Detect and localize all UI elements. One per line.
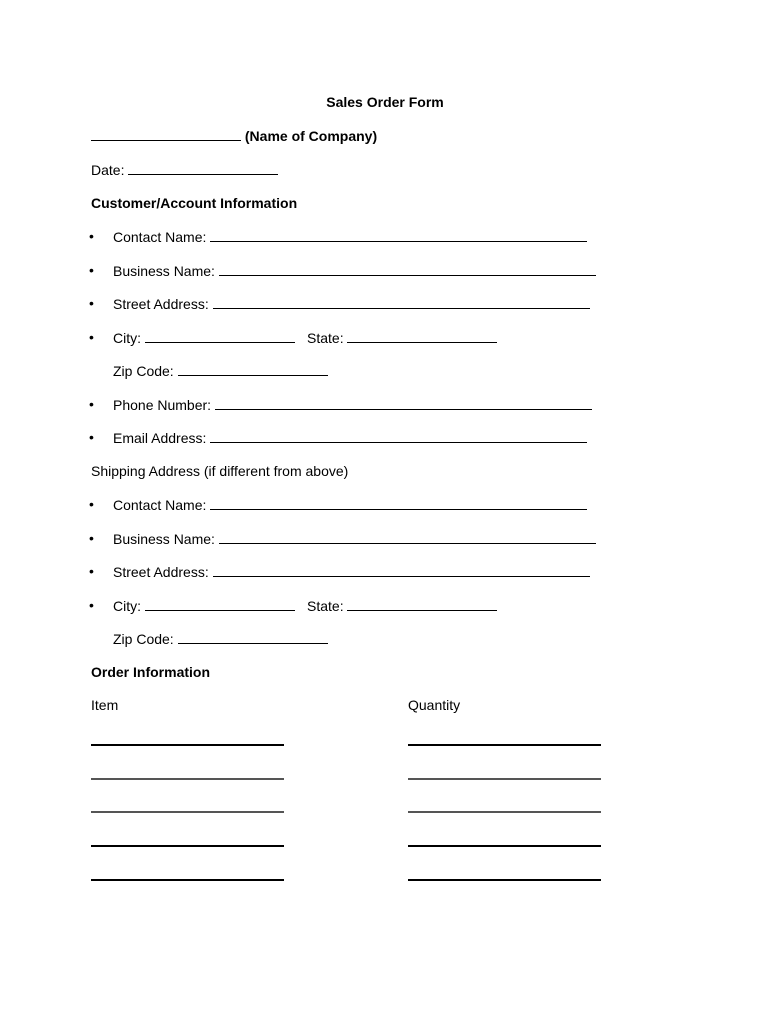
company-label: (Name of Company) [244,128,378,144]
shipping-business-row [113,530,596,547]
customer-phone-row [113,396,592,413]
bullet: • [89,563,94,579]
customer-heading: Customer/Account Information [91,195,298,211]
shipping-business-blank[interactable] [219,530,596,544]
quantity-blank-line[interactable] [408,811,601,813]
quantity-blank-line[interactable] [408,778,601,780]
customer-street-blank[interactable] [213,295,590,309]
customer-state-row [307,329,497,346]
order-heading: Order Information [91,664,211,680]
customer-email-blank[interactable] [210,429,587,443]
shipping-zip-row [113,630,328,647]
bullet: • [89,530,94,546]
shipping-state-row [307,597,497,614]
shipping-city-label: City: [113,598,141,614]
customer-street-label: Street Address: [113,296,209,312]
customer-zip-label: Zip Code: [113,363,174,379]
item-blank-line[interactable] [91,845,284,847]
bullet: • [89,429,94,445]
bullet: • [89,597,94,613]
quantity-column-label: Quantity [408,697,461,713]
shipping-zip-label: Zip Code: [113,631,174,647]
shipping-heading: Shipping Address (if different from above) [91,463,349,479]
item-blank-line[interactable] [91,778,284,780]
customer-phone-label: Phone Number: [113,397,212,413]
customer-city-label: City: [113,330,141,346]
shipping-street-label: Street Address: [113,564,209,580]
quantity-blank-line[interactable] [408,744,601,746]
customer-business-blank[interactable] [219,262,596,276]
page-title: Sales Order Form [326,94,444,110]
company-row [91,127,377,144]
customer-city-blank[interactable] [145,329,295,343]
quantity-blank-line[interactable] [408,845,601,847]
shipping-contact-label: Contact Name: [113,497,207,513]
customer-state-label: State: [307,330,344,346]
shipping-street-row [113,563,590,580]
shipping-city-row [113,597,295,614]
customer-email-label: Email Address: [113,430,207,446]
customer-zip-row [113,362,328,379]
customer-street-row [113,295,590,312]
shipping-contact-blank[interactable] [210,496,587,510]
customer-contact-label: Contact Name: [113,229,207,245]
date-row [91,161,278,178]
date-label: Date: [91,162,125,178]
customer-contact-row [113,228,587,245]
customer-city-row [113,329,295,346]
shipping-state-label: State: [307,598,344,614]
quantity-blank-line[interactable] [408,879,601,881]
customer-phone-blank[interactable] [215,396,592,410]
shipping-business-label: Business Name: [113,531,215,547]
bullet: • [89,329,94,345]
item-column-label: Item [91,697,119,713]
bullet: • [89,396,94,412]
bullet: • [89,262,94,278]
bullet: • [89,295,94,311]
shipping-contact-row [113,496,587,513]
customer-business-label: Business Name: [113,263,215,279]
customer-business-row [113,262,596,279]
shipping-state-blank[interactable] [347,597,497,611]
bullet: • [89,228,94,244]
customer-email-row [113,429,587,446]
item-blank-line[interactable] [91,811,284,813]
item-blank-line[interactable] [91,744,284,746]
shipping-city-blank[interactable] [145,597,295,611]
customer-state-blank[interactable] [347,329,497,343]
date-blank[interactable] [128,161,278,175]
customer-contact-blank[interactable] [210,228,587,242]
shipping-street-blank[interactable] [213,563,590,577]
bullet: • [89,496,94,512]
item-blank-line[interactable] [91,879,284,881]
company-name-blank[interactable] [91,127,241,141]
shipping-zip-blank[interactable] [178,630,328,644]
customer-zip-blank[interactable] [178,362,328,376]
